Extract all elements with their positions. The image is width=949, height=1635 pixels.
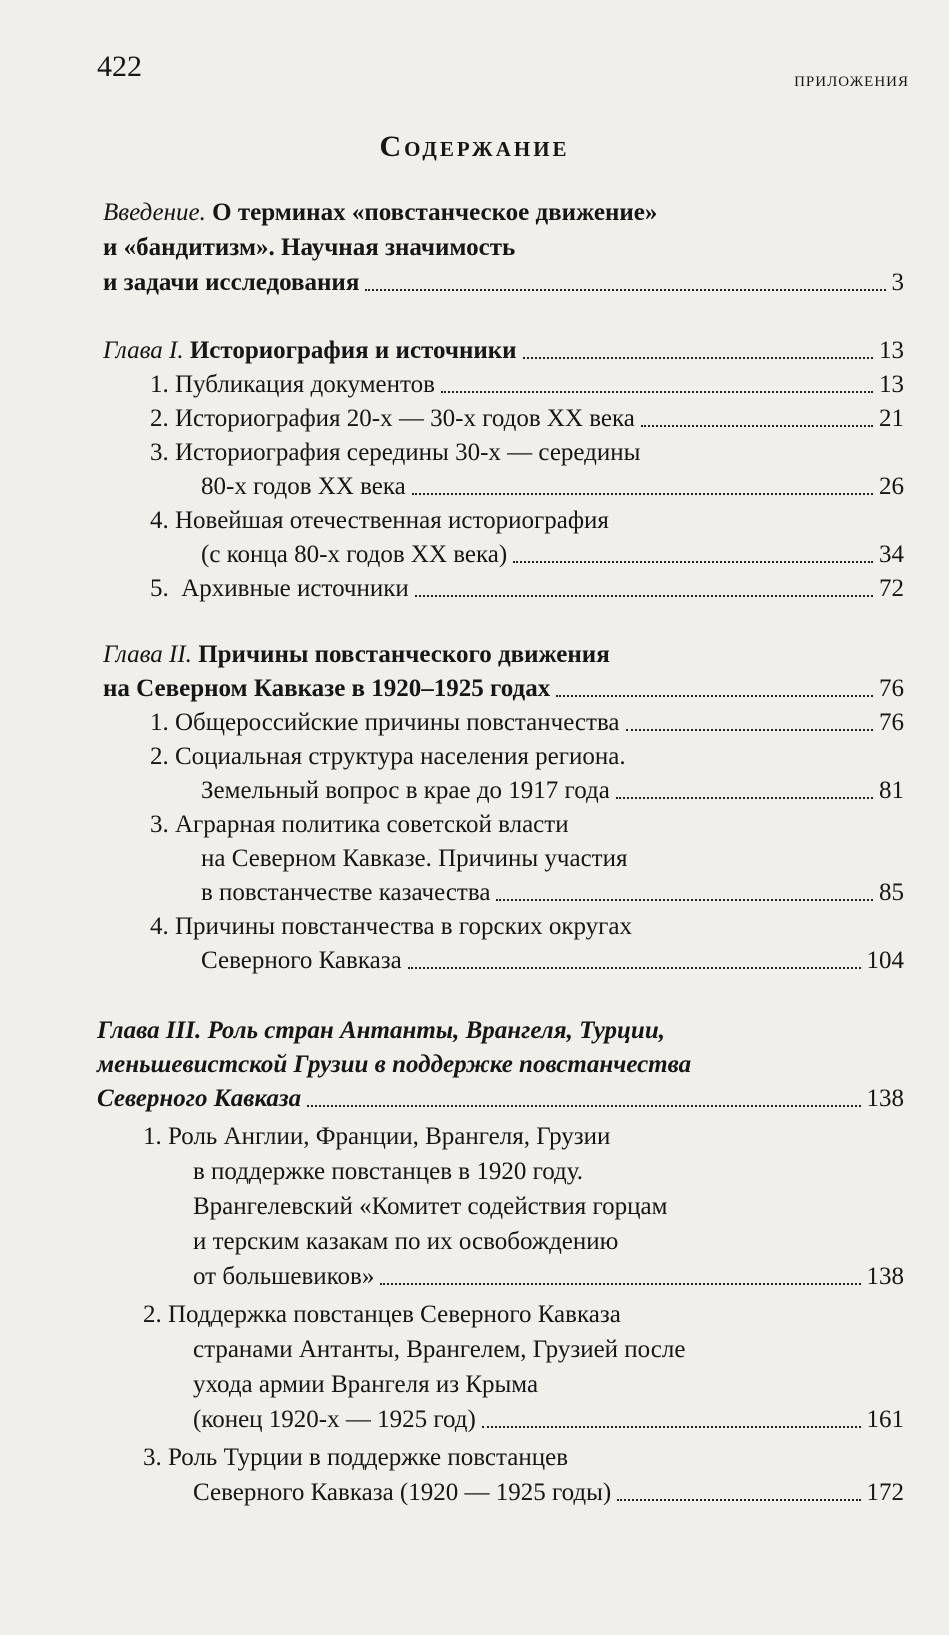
dot-leader — [482, 1423, 861, 1428]
section-title: 5. Архивные источники — [150, 575, 409, 602]
toc-entry-2-2[interactable] — [201, 776, 904, 806]
section-title: 2. Социальная структура населения региона. — [150, 743, 626, 770]
dot-leader — [626, 726, 873, 731]
toc-entry-1-4-line1 — [150, 506, 609, 536]
page-ref: 76 — [879, 709, 904, 736]
dot-leader — [415, 592, 873, 597]
page-ref: 13 — [879, 371, 904, 398]
section-title-cont: Северного Кавказа (1920 — 1925 годы) — [193, 1479, 612, 1506]
page-ref: 172 — [866, 1479, 904, 1506]
toc-entry-chapter-2-line1 — [103, 640, 610, 670]
toc-entry-chapter-3[interactable] — [97, 1084, 904, 1114]
toc-entry-intro[interactable] — [103, 268, 904, 298]
section-title-cont: ухода армии Врангеля из Крыма — [193, 1371, 539, 1398]
section-title: 4. Причины повстанчества в горских округах — [150, 913, 633, 940]
running-head: ПРИЛОЖЕНИЯ — [794, 74, 909, 90]
section-title-cont: и терским казакам по их освобождению — [193, 1228, 619, 1255]
dot-leader — [641, 422, 873, 427]
dot-leader — [617, 1496, 860, 1501]
chapter-3-title-line2: меньшевистской Грузии в поддержке повстанчества — [97, 1051, 692, 1078]
page-ref: 85 — [879, 879, 904, 906]
section-title-cont: в повстанчестве казачества — [201, 879, 491, 906]
page-ref: 161 — [866, 1406, 904, 1433]
page-ref: 138 — [866, 1263, 904, 1290]
toc-entry-intro-line1 — [103, 198, 657, 228]
section-title: 4. Новейшая отечественная историография — [150, 507, 609, 534]
toc-entry-intro-line2 — [103, 233, 515, 263]
toc-entry-1-1[interactable] — [150, 370, 904, 400]
page-ref: 13 — [879, 337, 904, 364]
toc-entry-chapter-3-line2 — [97, 1050, 691, 1080]
intro-prefix: Введение. — [103, 199, 206, 226]
section-title-cont: (с конца 80-х годов XX века) — [201, 541, 508, 568]
toc-entry-1-3-line1 — [150, 438, 640, 468]
page-title: Содержание — [379, 130, 570, 163]
dot-leader — [513, 558, 873, 563]
toc-entry-2-1[interactable] — [150, 708, 904, 738]
intro-title-line2: и «бандитизм». Научная значимость — [103, 234, 516, 261]
toc-entry-3-1-line3 — [193, 1192, 667, 1222]
dot-leader — [496, 896, 873, 901]
toc-entry-3-1-line1 — [143, 1122, 610, 1152]
section-title-cont: Врангелевский «Комитет содействия горцам — [193, 1193, 668, 1220]
section-title: 2. Историография 20-х — 30-х годов XX века — [150, 405, 635, 432]
section-title: 3. Роль Турции в поддержке повстанцев — [143, 1444, 568, 1471]
toc-entry-chapter-2[interactable] — [103, 674, 904, 704]
toc-entry-3-3[interactable] — [193, 1478, 904, 1508]
chapter-1-prefix: Глава I. — [103, 337, 184, 364]
page-ref: 81 — [879, 777, 904, 804]
section-title-cont: странами Антанты, Врангелем, Грузией после — [193, 1336, 686, 1363]
page-ref: 3 — [891, 269, 904, 296]
dot-leader — [616, 794, 873, 799]
page-ref: 21 — [879, 405, 904, 432]
section-title: 2. Поддержка повстанцев Северного Кавказа — [143, 1301, 621, 1328]
section-title-cont: на Северном Кавказе. Причины участия — [201, 845, 628, 872]
dot-leader — [412, 490, 873, 495]
toc-entry-3-1-line2 — [193, 1157, 583, 1187]
toc-entry-1-5[interactable] — [150, 574, 904, 604]
toc-entry-2-4[interactable] — [201, 946, 904, 976]
intro-title-line3: и задачи исследования — [103, 269, 360, 296]
section-title-cont: Северного Кавказа — [201, 947, 402, 974]
section-title: 1. Общероссийские причины повстанчества — [150, 709, 620, 736]
toc-entry-1-2[interactable] — [150, 404, 904, 434]
chapter-2-title-line2: на Северном Кавказе в 1920–1925 годах — [103, 675, 551, 702]
page-ref: 34 — [879, 541, 904, 568]
toc-entry-chapter-3-line1 — [97, 1016, 665, 1046]
dot-leader — [365, 286, 885, 291]
toc-entry-3-2-line1 — [143, 1300, 621, 1330]
chapter-2-title-line1: Причины повстанческого движения — [198, 641, 610, 668]
chapter-1-title: Историография и источники — [189, 337, 517, 364]
toc-entry-2-3[interactable] — [201, 878, 904, 908]
toc-entry-3-1[interactable] — [193, 1262, 904, 1292]
toc-entry-chapter-1[interactable] — [103, 336, 904, 366]
dot-leader — [523, 354, 873, 359]
toc-entry-1-4[interactable] — [201, 540, 904, 570]
chapter-3-title-line3: Северного Кавказа — [97, 1085, 302, 1112]
toc-entry-1-3[interactable] — [201, 472, 904, 502]
section-title: 1. Публикация документов — [150, 371, 435, 398]
toc-entry-2-3-line1 — [150, 810, 569, 840]
toc-entry-3-1-line4 — [193, 1227, 618, 1257]
toc-entry-2-2-line1 — [150, 742, 626, 772]
toc-entry-3-2-line3 — [193, 1370, 538, 1400]
dot-leader — [556, 692, 873, 697]
page-ref: 104 — [866, 947, 904, 974]
intro-title-line1: О терминах «повстанческое движение» — [212, 199, 658, 226]
section-title: 1. Роль Англии, Франции, Врангеля, Грузии — [143, 1123, 611, 1150]
section-title-cont: 80-х годов XX века — [201, 473, 406, 500]
section-title-cont: (конец 1920-х — 1925 год) — [193, 1406, 476, 1433]
dot-leader — [408, 964, 861, 969]
page-number: 422 — [97, 50, 142, 83]
toc-entry-2-3-line2 — [201, 844, 628, 874]
toc-entry-3-2[interactable] — [193, 1405, 904, 1435]
page-ref: 72 — [879, 575, 904, 602]
toc-entry-3-3-line1 — [143, 1443, 568, 1473]
page-ref: 76 — [879, 675, 904, 702]
section-title-cont: Земельный вопрос в крае до 1917 года — [201, 777, 610, 804]
toc-entry-3-2-line2 — [193, 1335, 685, 1365]
dot-leader — [307, 1102, 860, 1107]
dot-leader — [380, 1280, 860, 1285]
page-ref: 138 — [866, 1085, 904, 1112]
page-ref: 26 — [879, 473, 904, 500]
section-title: 3. Историография середины 30-х — середины — [150, 439, 641, 466]
chapter-3-title-line1: Глава III. Роль стран Антанты, Врангеля, Турции, — [97, 1017, 665, 1044]
chapter-2-prefix: Глава II. — [103, 641, 192, 668]
section-title: 3. Аграрная политика советской власти — [150, 811, 569, 838]
toc-entry-2-4-line1 — [150, 912, 632, 942]
section-title-cont: в поддержке повстанцев в 1920 году. — [193, 1158, 583, 1185]
dot-leader — [441, 388, 873, 393]
section-title-cont: от большевиков» — [193, 1263, 375, 1290]
